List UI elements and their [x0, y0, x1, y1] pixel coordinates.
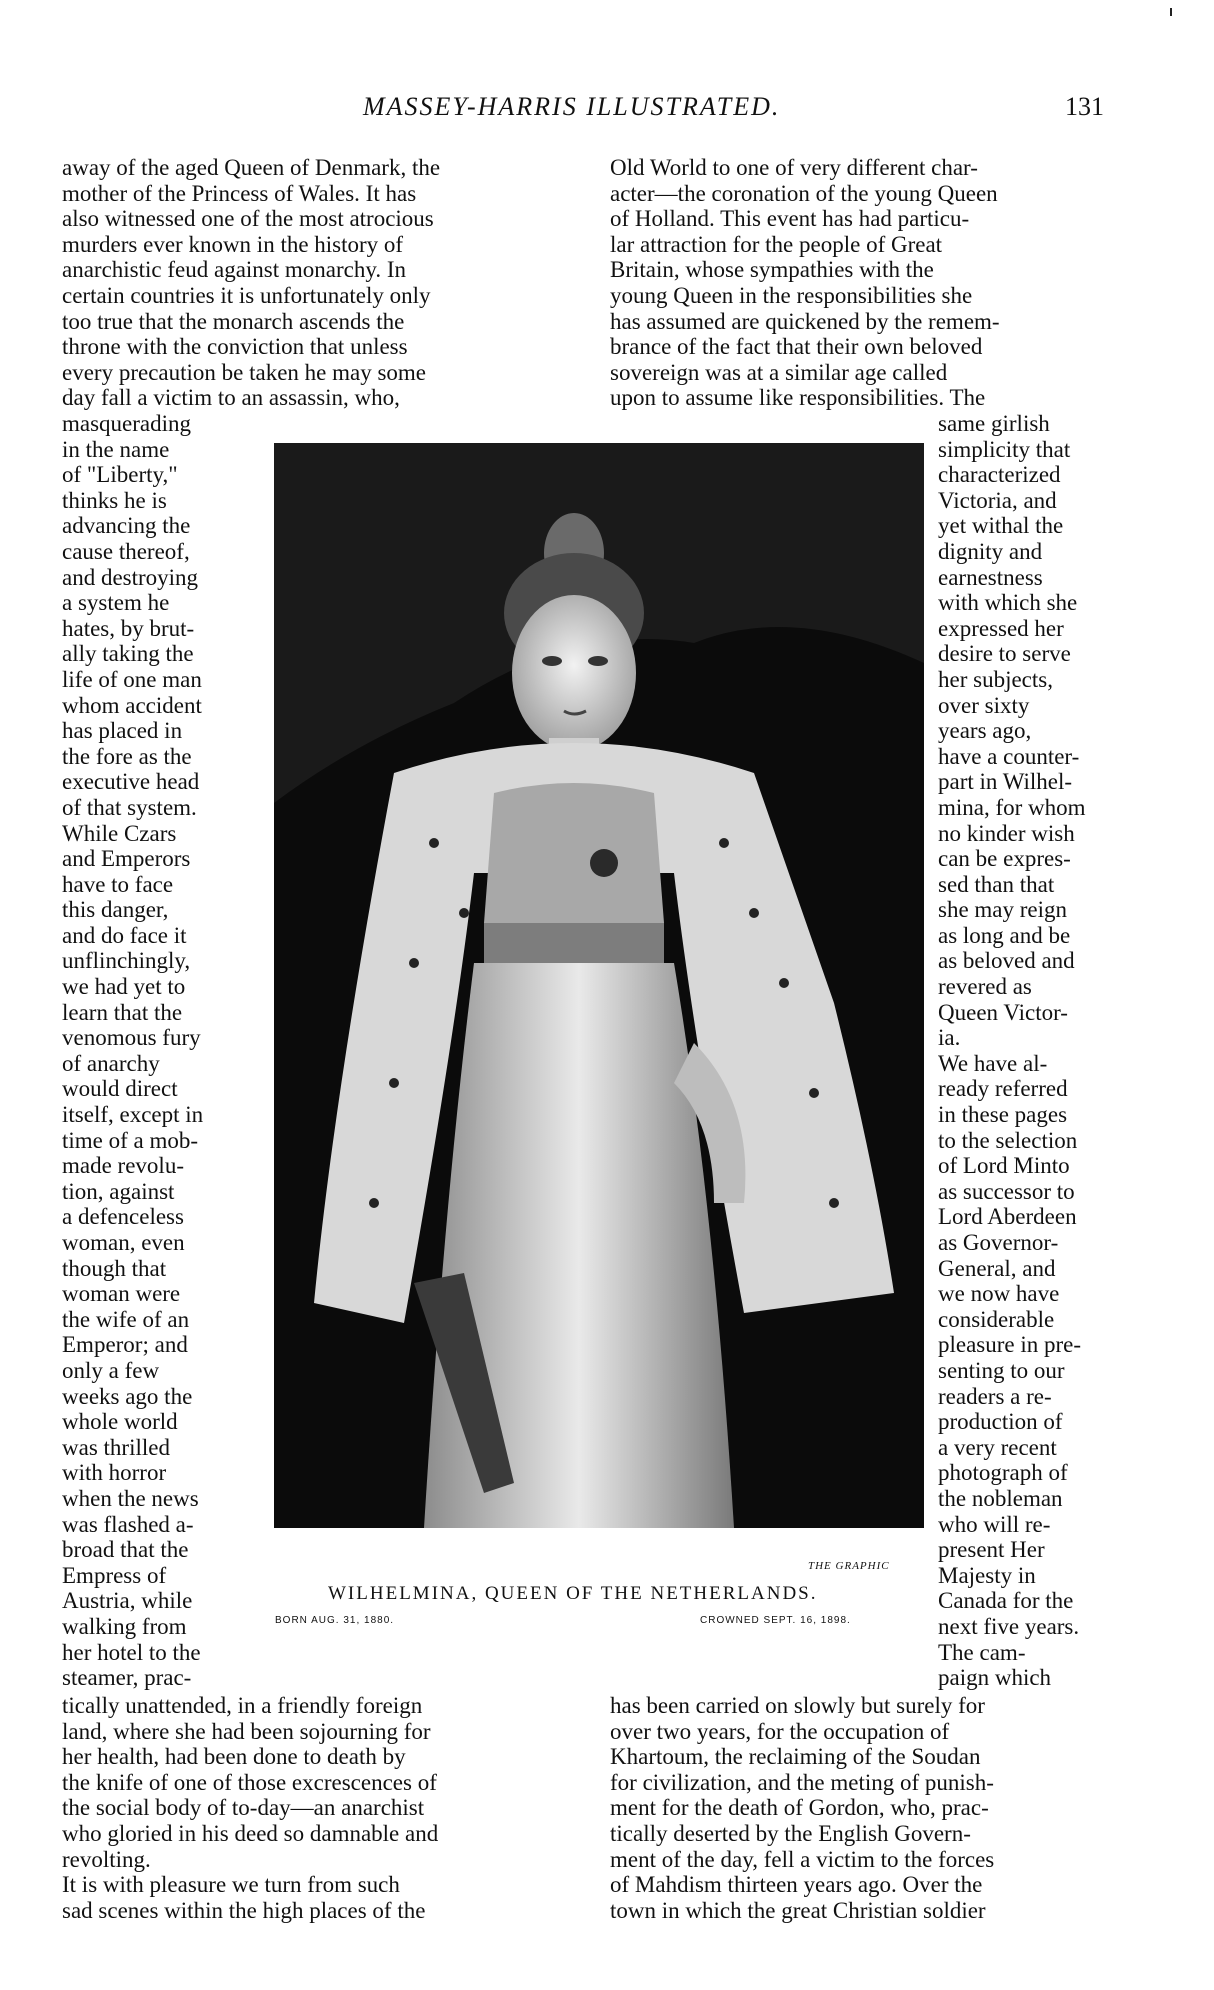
text-line: sovereign was at a similar age called — [610, 359, 948, 385]
text-line: whom accident — [62, 692, 202, 718]
text-line: next five years. — [938, 1613, 1080, 1639]
text-line: woman, even — [62, 1230, 185, 1255]
running-head: MASSEY-HARRIS ILLUSTRATED. — [363, 92, 781, 121]
portrait-photo — [274, 443, 924, 1528]
text-line: a very recent — [938, 1434, 1057, 1460]
text-line: of anarchy — [62, 1050, 160, 1076]
text-line: when the news — [62, 1485, 199, 1511]
text-line: desire to serve — [938, 641, 1071, 667]
text-line: she may reign — [938, 897, 1068, 923]
text-line: her subjects, — [938, 666, 1053, 692]
edge-mark — [1170, 8, 1172, 16]
text-line: cause thereof, — [62, 538, 190, 564]
text-line: though that — [62, 1255, 167, 1281]
text-line: production of — [938, 1409, 1063, 1435]
photo-credit: THE GRAPHIC — [808, 1560, 890, 1572]
text-line: paign which — [938, 1665, 1052, 1691]
text-line: her hotel to the — [62, 1639, 201, 1665]
text-line: of Holland. This event has had particu- — [610, 206, 970, 232]
text-line: The cam- — [938, 1639, 1026, 1665]
text-line: considerable — [938, 1306, 1055, 1332]
text-line: made revolu- — [62, 1153, 184, 1179]
text-line: this danger, — [62, 897, 169, 923]
left-column-wrap — [62, 411, 282, 1691]
crowned-date: CROWNED SEPT. 16, 1898. — [700, 1615, 851, 1626]
text-line: the wife of an — [62, 1306, 190, 1332]
text-line: also witnessed one of the most atrocious — [62, 206, 434, 232]
text-line: of "Liberty," — [62, 462, 178, 488]
text-line: tically unattended, in a friendly foreign — [62, 1693, 423, 1718]
text-line: who will re- — [938, 1511, 1051, 1537]
text-line: Victoria, and — [938, 487, 1057, 513]
text-line: Majesty in — [938, 1562, 1036, 1588]
text-line: murders ever known in the history of — [62, 231, 404, 257]
text-line: with which she — [938, 590, 1078, 616]
text-line: revolting. — [62, 1846, 151, 1872]
text-line: pleasure in pre- — [938, 1332, 1082, 1358]
text-line: and Emperors — [62, 846, 191, 872]
text-line: mina, for whom — [938, 794, 1086, 820]
text-line: the social body of to-day—an anarchist — [62, 1795, 425, 1821]
text-line: lar attraction for the people of Great — [610, 231, 943, 257]
right-column-top — [610, 155, 1120, 411]
text-line: General, and — [938, 1255, 1056, 1281]
text-line: characterized — [938, 462, 1061, 488]
text-line: thinks he is — [62, 487, 167, 513]
text-line: the knife of one of those excrescences of — [62, 1769, 437, 1795]
text-line: expressed her — [938, 615, 1064, 641]
text-line: yet withal the — [938, 513, 1064, 539]
text-line: a defenceless — [62, 1204, 184, 1230]
text-line: of Lord Minto — [938, 1153, 1070, 1179]
text-line: as long and be — [938, 922, 1071, 948]
text-line: acter—the coronation of the young Queen — [610, 180, 998, 206]
figure-caption: WILHELMINA, QUEEN OF THE NETHERLANDS. — [328, 1583, 818, 1604]
text-line: young Queen in the responsibilities she — [610, 282, 973, 308]
text-line: who gloried in his deed so damnable and — [62, 1820, 439, 1846]
text-line: walking from — [62, 1613, 187, 1639]
text-line: her health, had been done to death by — [62, 1744, 406, 1770]
text-line: weeks ago the — [62, 1383, 193, 1409]
text-line: has been carried on slowly but surely for — [610, 1693, 985, 1718]
text-line: sed than that — [938, 871, 1055, 897]
text-line: ment of the day, fell a victim to the forces — [610, 1846, 995, 1872]
text-line: We have al- — [938, 1050, 1048, 1076]
text-line: throne with the conviction that unless — [62, 334, 408, 360]
text-line: mother of the Princess of Wales. It has — [62, 180, 417, 206]
page-number: 131 — [1065, 92, 1104, 121]
text-line: and destroying — [62, 564, 199, 590]
text-line: simplicity that — [938, 436, 1071, 462]
text-line: tically deserted by the English Govern- — [610, 1820, 971, 1846]
text-line: in the name — [62, 436, 170, 462]
text-line: day fall a victim to an assassin, who, — [62, 385, 400, 411]
text-line: was thrilled — [62, 1434, 170, 1460]
text-line: ment for the death of Gordon, who, prac- — [610, 1795, 989, 1821]
text-line: land, where she had been sojourning for — [62, 1718, 431, 1744]
text-line: advancing the — [62, 513, 191, 539]
text-line: would direct — [62, 1076, 178, 1102]
text-line: Old World to one of very different char- — [610, 155, 978, 180]
text-line: a system he — [62, 590, 170, 616]
text-line: we had yet to — [62, 974, 186, 1000]
text-line: only a few — [62, 1357, 160, 1383]
text-line: unflinchingly, — [62, 948, 191, 974]
text-line: have a counter- — [938, 743, 1080, 769]
text-line: present Her — [938, 1537, 1045, 1563]
text-line: life of one man — [62, 666, 202, 692]
portrait-illustration — [274, 443, 924, 1528]
text-line: Empress of — [62, 1562, 167, 1588]
text-line: ia. — [938, 1025, 961, 1051]
text-line: was flashed a- — [62, 1511, 194, 1537]
text-line: away of the aged Queen of Denmark, the — [62, 155, 441, 180]
text-line: have to face — [62, 871, 174, 897]
text-line: broad that the — [62, 1537, 189, 1563]
text-line: years ago, — [938, 718, 1032, 744]
text-line: steamer, prac- — [62, 1665, 192, 1691]
text-line: learn that the — [62, 999, 183, 1025]
text-line: we now have — [938, 1281, 1060, 1307]
text-line: Khartoum, the reclaiming of the Soudan — [610, 1744, 981, 1770]
text-line: as successor to — [938, 1178, 1075, 1204]
text-line: the fore as the — [62, 743, 192, 769]
text-line: to the selection — [938, 1127, 1078, 1153]
left-column-bottom — [62, 1693, 582, 1923]
left-column-top — [62, 155, 582, 411]
right-column-wrap — [938, 411, 1120, 1691]
text-line: of Mahdism thirteen years ago. Over the — [610, 1872, 983, 1898]
text-line: brance of the fact that their own beloved — [610, 334, 983, 360]
right-column-bottom — [610, 1693, 1120, 1923]
text-line: ally taking the — [62, 641, 194, 667]
text-line: certain countries it is unfortunately only — [62, 282, 431, 308]
text-line: whole world — [62, 1409, 178, 1435]
text-line: for civilization, and the meting of punish- — [610, 1769, 994, 1795]
text-line: dignity and — [938, 538, 1043, 564]
text-line: upon to assume like responsibilities. The — [610, 385, 986, 411]
text-line: and do face it — [62, 922, 187, 948]
text-line: as beloved and — [938, 948, 1075, 974]
text-line: itself, except in — [62, 1102, 204, 1128]
text-line: hates, by brut- — [62, 615, 195, 641]
text-line: photograph of — [938, 1460, 1068, 1486]
text-line: no kinder wish — [938, 820, 1075, 846]
text-line: every precaution be taken he may some — [62, 359, 427, 385]
text-line: It is with pleasure we turn from such — [62, 1872, 400, 1898]
text-line: the nobleman — [938, 1485, 1063, 1511]
text-line: time of a mob- — [62, 1127, 199, 1153]
text-line: with horror — [62, 1460, 167, 1486]
text-line: too true that the monarch ascends the — [62, 308, 405, 334]
text-line: readers a re- — [938, 1383, 1052, 1409]
text-line: Austria, while — [62, 1588, 193, 1614]
text-line: same girlish — [938, 411, 1050, 436]
born-date: BORN AUG. 31, 1880. — [275, 1615, 395, 1626]
text-line: part in Wilhel- — [938, 769, 1073, 795]
text-line: senting to our — [938, 1357, 1065, 1383]
text-line: Queen Victor- — [938, 999, 1068, 1025]
text-line: sad scenes within the high places of the — [62, 1897, 426, 1923]
text-line: Lord Aberdeen — [938, 1204, 1077, 1230]
text-line: tion, against — [62, 1178, 175, 1204]
text-line: has placed in — [62, 718, 183, 744]
text-line: over sixty — [938, 692, 1030, 718]
text-line: venomous fury — [62, 1025, 201, 1051]
text-line: executive head — [62, 769, 200, 795]
text-line: Emperor; and — [62, 1332, 188, 1358]
text-line: revered as — [938, 974, 1032, 1000]
text-line: masquerading — [62, 411, 192, 436]
text-line: as Governor- — [938, 1230, 1059, 1255]
text-line: town in which the great Christian soldier — [610, 1897, 986, 1923]
text-line: of that system. — [62, 794, 197, 820]
text-line: earnestness — [938, 564, 1043, 590]
text-line: can be expres- — [938, 846, 1071, 872]
text-line: has assumed are quickened by the remem- — [610, 308, 1000, 334]
text-line: over two years, for the occupation of — [610, 1718, 950, 1744]
text-line: Britain, whose sympathies with the — [610, 257, 934, 283]
text-line: in these pages — [938, 1102, 1068, 1128]
text-line: Canada for the — [938, 1588, 1074, 1614]
text-line: ready referred — [938, 1076, 1068, 1102]
text-line: anarchistic feud against monarchy. In — [62, 257, 407, 283]
text-line: woman were — [62, 1281, 181, 1307]
text-line: While Czars — [62, 820, 177, 846]
